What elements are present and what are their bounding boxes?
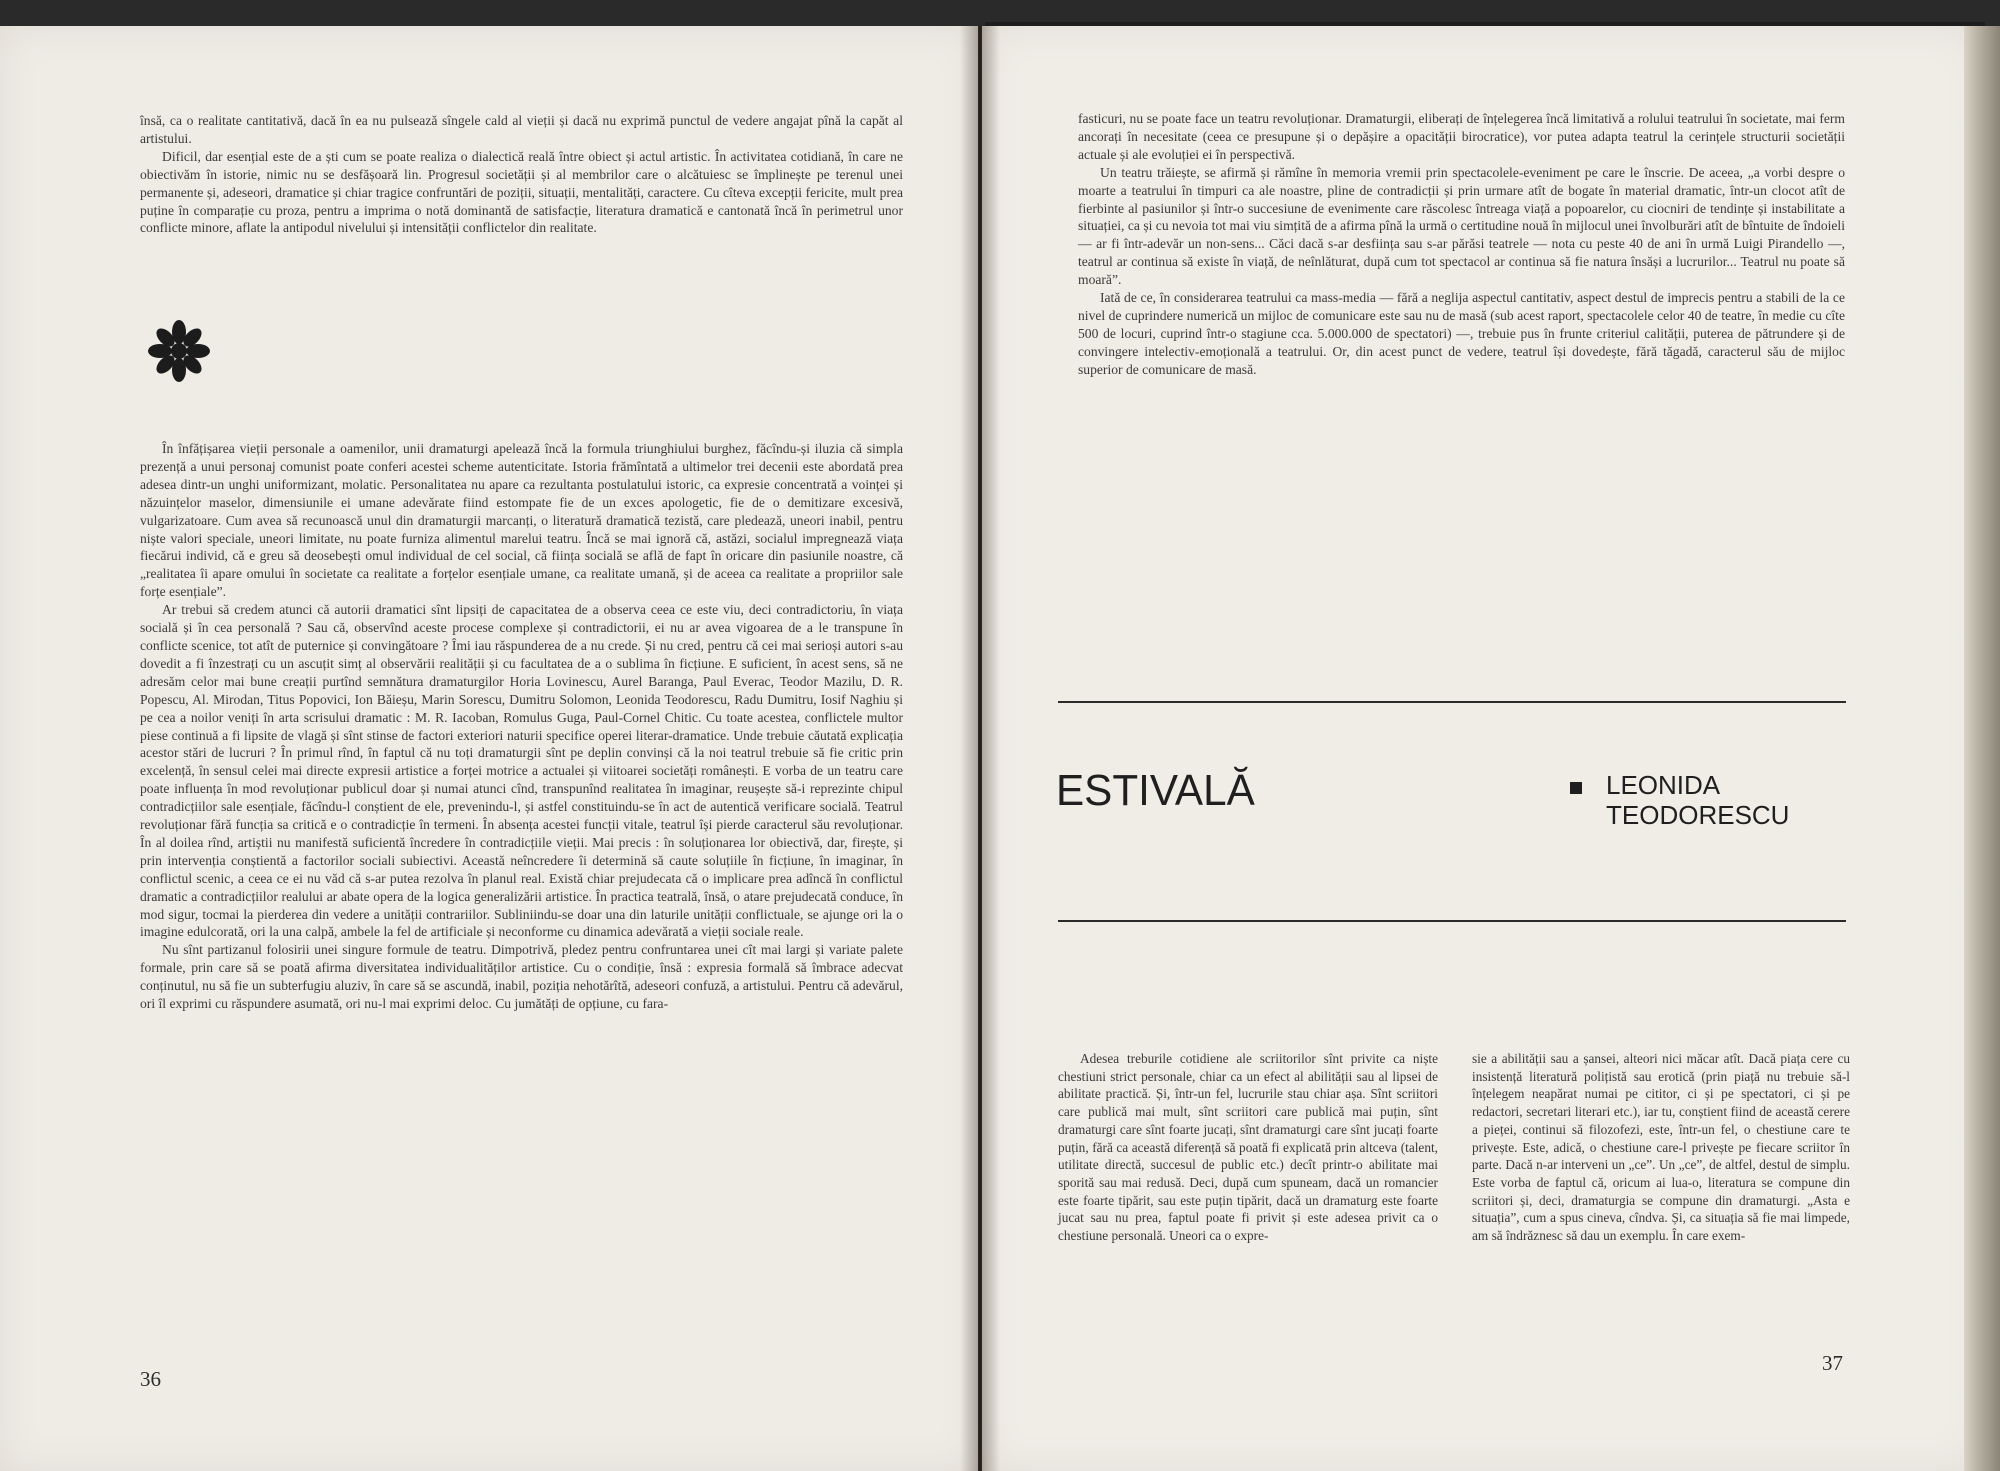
paragraph: sie a abilității sau a șansei, alteori nici măcar atît. Dacă piața cere cu insistență literatură polițistă sau erotică (prin piață nu trebuie să-l înțelegem neapărat numai pe cititor, ci și pe spectatori, ci și pe redactori, secretari literari etc.), iar tu, conștient fiind de această cerere a pieței, continui să filozofezi, este, într-un fel, o chestiune care te privește. Este, adică, o chestiune care-l privește pe fiecare scriitor în parte. Dacă n-ar interveni un „ce”. Un „ce”, de altfel, destul de simplu. Este vorba de faptul că, oricum ai lua-o, literatura se compune din scriitori și, deci, dramaturgia se compune din dramaturgi. „Asta e situația”, cum a spus cineva, cîndva. Și, ca situația să fie mai limpede, am să îndrăznesc să dau un exemplu. În care exem- [1472, 1051, 1850, 1244]
left-main-text [140, 440, 903, 1013]
article-column-1 [1058, 1050, 1438, 1245]
paragraph: Un teatru trăiește, se afirmă și rămîne în memoria vremii prin spectacolele-eveniment pe care le înscrie. De aceea, „a vorbi despre o moarte a teatrului în timpuri ca ale noastre, pline de contradicții și prin urmare atît de bogate în material dramatic, într-un clocot atît de fierbinte al pasiunilor și într-o succesiune de evenimente care răscolesc întreaga viață a popoarelor, cu ciocniri de tendințe și instabilitate a situației, ca și cu nevoia tot mai viu simțită de a afirma pînă la urmă o certitudine nouă în mijlocul unei învolburări atît de bîntuite de îndoieli — ar fi într-adevăr un non-sens... Căci dacă s-ar desființa sau s-ar părăsi teatrele — nota cu peste 40 de ani în urmă Luigi Pirandello —, teatrul ar continua să existe în viață, de neînlăturat, după cum tot spectacol ar continua să fie natura însăși a lucrurilor... Teatrul nu poate să moară”. [1078, 164, 1845, 288]
paragraph: Ar trebui să credem atunci că autorii dramatici sînt lipsiți de capacitatea de a observa ceea ce este viu, deci contradictoriu, în viața socială și în cea personală ? Sau că, observînd aceste procese complexe și contradictorii, ei nu ar avea vigoarea de a le transpune în conflicte scenice, tot atît de puternice și convingătoare ? Îmi iau răspunderea de a nu crede. Și nu cred, pentru că cei mai serioși autori s-au dovedit a fi înzestrați cu un ascuțit simț al observării realității și cu facultatea de a o sublima în ficțiune. E suficient, în acest sens, să ne adresăm celor mai bune creații purtînd semnătura dramaturgilor Horia Lovinescu, Aurel Baranga, Paul Everac, Teodor Mazilu, D. R. Popescu, Al. Mirodan, Titus Popovici, Ion Băieșu, Marin Sorescu, Dumitru Solomon, Leonida Teodorescu, Radu Dumitru, Iosif Naghiu și pe cea a noilor veniți în arta scrisului dramatic : M. R. Iacoban, Romulus Guga, Paul-Cornel Chitic. Cu toate acestea, conflictele multor piese continuă a fi lipsite de vlagă și sînt stinse de factori exteriori naturii specifice operei literar-dramatice. Unde trebuie căutată explicația acestor stări de lucruri ? În primul rînd, în faptul că nu toți dramaturgii sînt pe deplin convinși că la noi teatrul trebuie să fie critic prin excelență, în sensul celei mai directe expresii artistice a forței motrice a actualei și viitoarei societăți românești. E vorba de un teatru care poate influența în mod revoluționar publicul doar și numai atunci cînd, transpunînd realitatea în imaginar, reușește să-i reprezinte chipul contradicțiilor sale esențiale, făcîndu-l conștient de ele, prevenindu-l, și astfel constituindu-se în act de autentică verificare socială. Teatrul revoluționar fără funcția sa critică e o contradicție în termeni. În absența acestei funcții vitale, teatrul își pierde caracterul său revoluționar. În al doilea rînd, artiștii nu manifestă suficientă încredere în contradicțiile vieții. Mai precis : în soluționarea lor obiectivă, dar, firește, și prin intervenția conștientă a factorilor sociali subiectivi. Această neîncredere îi determină să caute soluțiile în ficțiune, în imaginar, în conflictul scenic, a ceea ce ei nu văd că s-ar putea rezolva în planul real. Există chiar prejudecata că o implicare prea adîncă în conflictul dramatic a contradicțiilor realului ar abate opera de la logica generalizării artistice. În practica teatrală, însă, o atare prejudecată conduce, în mod sigur, tocmai la pierderea din vedere a unității contrariilor. Subliniindu-se doar una din laturile unității conflictuale, se ajunge ori la o imagine edulcorată, ori la una calpă, ambele la fel de artificiale și neconforme cu dinamica adevărată a vieții sociale reale. [140, 602, 903, 940]
divider-rule [1058, 920, 1846, 922]
author-last-name: TEODORESCU [1606, 800, 1790, 830]
paragraph: însă, ca o realitate cantitativă, dacă în ea nu pulsează sîngele cald al vieții și dacă nu exprimă punctul de vedere angajat pînă la capăt al artistului. [140, 113, 903, 146]
page-number-right: 37 [1822, 1351, 1843, 1375]
paragraph: fasticuri, nu se poate face un teatru revoluționar. Dramaturgii, eliberați de înțelegerea încă limitativă a rolului teatrului în societate, mai ferm ancorați în necesitate (ceea ce presupune și o depășire a opacității birocratice), vor putea adapta teatrul la cerințele structurii societății actuale și ale evoluției ei în perspectivă. [1078, 111, 1845, 162]
divider-rule [1058, 701, 1846, 703]
right-top-text [1078, 110, 1845, 379]
left-top-text [140, 112, 903, 237]
paragraph: Dificil, dar esențial este de a ști cum se poate realiza o dialectică reală între obiect și actul artistic. În activitatea cotidiană, în care ne obiectivăm în istorie, nimic nu se desfășoară lin. Progresul societății și al membrilor care o alcătuiesc se împlinește pe terenul unei permanente și, adeseori, dramatice și chiar tragice confruntări de poziții, situații, mentalități, caractere. Cu cîteva excepții fericite, mult prea puține în comparație cu proza, pentru a imprima o notă dominantă de satisfacție, literatura dramatică e cantonată încă în perimetrul unor conflicte minore, aflate la antipodul nivelului și intensității conflictelor din realitate. [140, 148, 903, 236]
page-edges [1964, 26, 2000, 1471]
paragraph: În înfățișarea vieții personale a oamenilor, unii dramaturgi apelează încă la formula triunghiului burghez, făcîndu-și iluzia că simpla prezență a unui personaj comunist poate conferi acestei scheme autenticitate. Istoria frămîntată a ultimelor trei decenii este abordată prea adesea dintr-un unghi uniformizant, molatic. Personalitatea nu apare ca rezultanta postulatului istoric, ca expresie concentrată a voinței și năzuințelor maselor, dimensiunile ei umane adevărate fiind estompate fie de un exces apologetic, fie de o demitizare excesivă, vulgarizatoare. Cum avea să recunoască unul din dramaturgii marcanți, o literatură dramatică tezistă, care pledează, uneori inabil, pentru niște valori speciale, uneori limitate, nu poate furniza alimentul marelui teatru. Încă se mai ignoră că, astăzi, socialul impregnează viața fiecărui individ, că e greu să deosebești omul individual de cel social, că ființa socială se află de fapt în oricare din pasiunile noastre, că „realitatea îi apare omului în societate ca realitate a forțelor esențiale umane, ca realitate umană, și de aceea ca realitate a propriilor sale forțe esențiale”. [140, 441, 903, 600]
paragraph: Adesea treburile cotidiene ale scriitorilor sînt privite ca niște chestiuni strict personale, chiar ca un efect al abilității sau al lipsei de abilitate practică. Și, într-un fel, lucrurile stau chiar așa. Sînt scriitori care publică mai mult, sînt scriitori care publică mai puțin, sînt dramaturgi care sînt foarte jucați, sînt dramaturgi care sînt jucați foarte puțin, fără ca această diferență să poată fi explicată prin altceva (talent, utilitate directă, succesul de public etc.) decît printr-o abilitate mai sporită sau mai redusă. Deci, după cum spuneam, dacă un romancier este foarte tipărit, sau este puțin tipărit, dacă un dramaturg este foarte jucat sau nu prea, faptul poate fi privit și este adesea privit ca o chestiune personală. Uneori ca o expre- [1058, 1051, 1438, 1244]
article-column-2 [1472, 1050, 1850, 1245]
page-number-left: 36 [140, 1367, 161, 1391]
book-gutter [960, 26, 1000, 1471]
author-first-name: LEONIDA [1606, 770, 1721, 800]
bullet-square-icon [1570, 782, 1582, 794]
article-title: ESTIVALĂ [1056, 766, 1255, 815]
asterisk-ornament-icon [144, 316, 214, 386]
paragraph: Iată de ce, în considerarea teatrului ca mass-media — fără a neglija aspectul cantitativ, aspect destul de imprecis pentru a stabili de la ce nivel de cuprindere numerică un mijloc de comunicare este sau nu de masă (sub acest raport, spectacolele celor 40 de teatre, în medie cu cîte 500 de locuri, cuprind într-o stagiune cca. 5.000.000 de spectatori) —, trebuie pus în frunte criteriul calității, puterea de pătrundere și de convingere intelectiv-emoțională a teatrului. Or, din acest punct de vedere, teatrul își dovedește, fără tăgadă, caracterul său de mijloc superior de comunicare de masă. [1078, 290, 1845, 377]
paragraph: Nu sînt partizanul folosirii unei singure formule de teatru. Dimpotrivă, pledez pentru confruntarea unei cît mai largi și variate palete formale, prin care să se poată afirma diversitatea individualităților artistice. Cu o condiție, însă : expresia formală să îmbrace adecvat conținutul, nu să fie un subterfugiu aluziv, în care să se ascundă, inabil, poziția nehotărîtă, adeseori confuză, a artistului. Pentru că adevărul, ori îl exprimi cu răspundere asumată, ori nu-l mai exprimi deloc. Cu jumătăți de opțiune, cu fara- [140, 942, 903, 1012]
